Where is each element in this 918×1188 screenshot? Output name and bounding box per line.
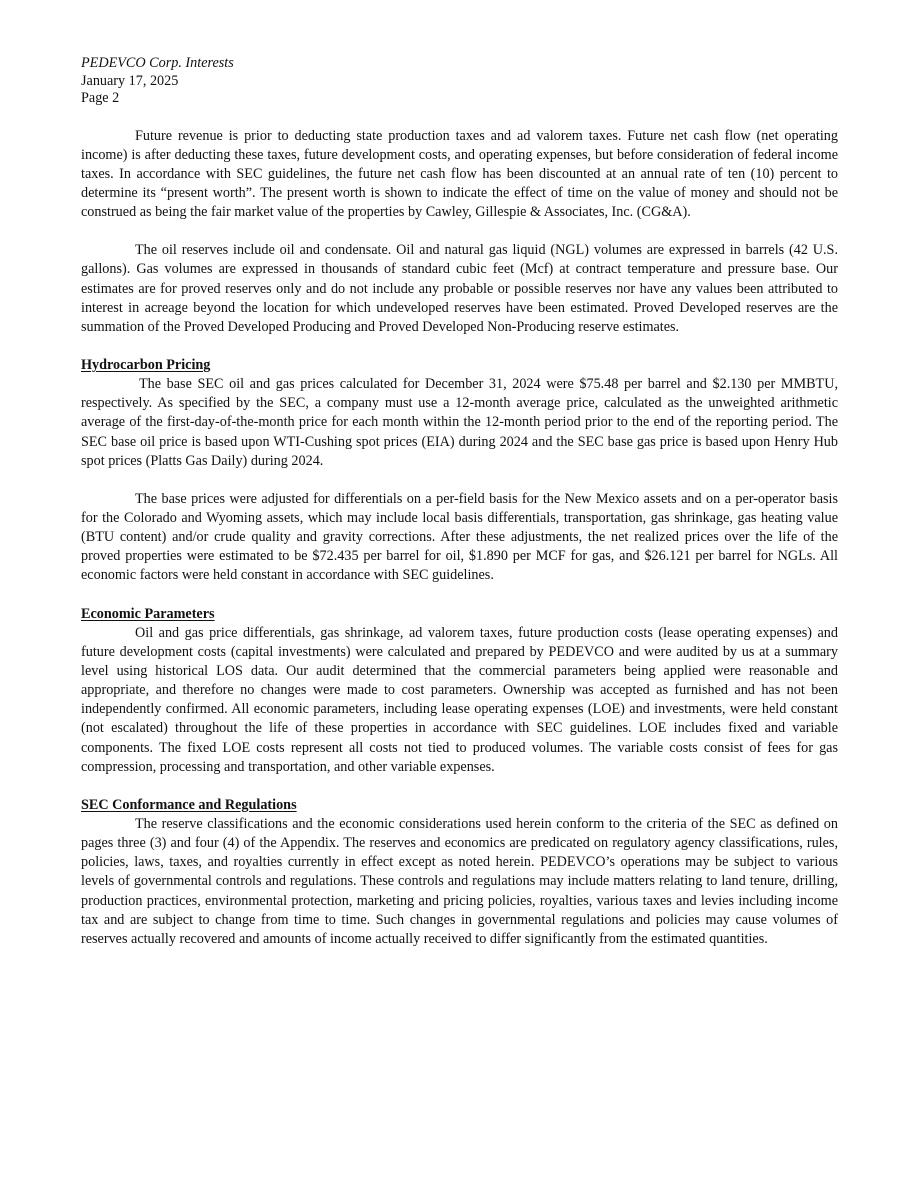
paragraph-spacer [81,222,838,241]
pricing-paragraph-base-prices: The base SEC oil and gas prices calculated for December 31, 2024 were $75.48 per barrel and $2.130 per MMBTU, respectively. As specified by the SEC, a company must use a 12-month average price, calculated as the unweighted arithmetic average of the first-day-of-the-month price for each month within the 12-month period prior to the end of the reporting period. The SEC base oil price is based upon WTI-Cushing spot prices (EIA) during 2024 and the SEC base gas price is based upon Henry Hub spot prices (Platts Gas Daily) during 2024. [81,376,838,469]
header-page-number: Page 2 [81,90,120,106]
document-page [81,55,838,949]
section-heading-economic-parameters: Economic Parameters [81,605,215,622]
pricing-paragraph-differentials: The base prices were adjusted for differentials on a per-field basis for the New Mexico assets and on a per-operator basis for the Colorado and Wyoming assets, which may include local basis differentials, transportation, gas shrinkage, gas heating value (BTU content) and/or crude quality and gravity corrections. After these adjustments, the net realized prices over the life of the proved properties were estimated to be $72.435 per barrel for oil, $1.890 per MCF for gas, and $26.121 per barrel for NGLs. All economic factors were held constant in accordance with SEC guidelines. [81,490,838,584]
sec-conformance-paragraph: The reserve classifications and the economic considerations used herein conform to the criteria of the SEC as defined on pages three (3) and four (4) of the Appendix. The reserves and economics are predicated on regulatory agency classifications, rules, policies, laws, taxes, and royalties currently in effect except as noted herein. PEDEVCO’s operations may be subject to various levels of governmental controls and regulations. These controls and regulations may include matters relating to land tenure, drilling, production practices, environmental protection, marketing and pricing policies, royalties, various taxes and levies including income tax and are subject to change from time to time. Such changes in governmental regulations and policies may cause volumes of reserves actually recovered and amounts of income actually received to differ significantly from the estimated quantities. [81,815,838,947]
intro-paragraph-future-revenue: Future revenue is prior to deducting state production taxes and ad valorem taxes. Future net cash flow (net operating income) is after deducting these taxes, future development costs, and operating expenses, but before consideration of federal income taxes. In accordance with SEC guidelines, the future net cash flow has been discounted at an annual rate of ten (10) percent to determine its “present worth”. The present worth is shown to indicate the effect of time on the value of money and should not be construed as being the fair market value of the properties by Cawley, Gillespie & Associates, Inc. (CG&A). [81,127,838,221]
letter-header [81,55,838,108]
header-company: PEDEVCO Corp. Interests [81,55,234,71]
economic-parameters-paragraph: Oil and gas price differentials, gas shrinkage, ad valorem taxes, future production costs (lease operating expenses) and future development costs (capital investments) were calculated and prepared by PEDEVCO and were audited by us at a summary level using historical LOS data. Our audit determined that the commercial parameters being applied were reasonable and appropriate, and therefore no changes were made to cost parameters. Ownership was accepted as furnished and has not been independently confirmed. All economic parameters, including lease operating expenses (LOE) and investments, were held constant (not escalated) throughout the life of these properties in accordance with SEC guidelines. LOE includes fixed and variable components. The fixed LOE costs represent all costs not tied to produced volumes. The variable costs consist of fees for gas compression, processing and transportation, and other variable expenses. [81,624,838,775]
paragraph-spacer [81,471,838,490]
header-date: January 17, 2025 [81,72,179,89]
paragraph-spacer [81,777,838,796]
section-heading-hydrocarbon-pricing: Hydrocarbon Pricing [81,357,211,374]
section-heading-sec-conformance: SEC Conformance and Regulations [81,796,297,813]
intro-paragraph-oil-reserves: The oil reserves include oil and condensate. Oil and natural gas liquid (NGL) volumes are expressed in barrels (42 U.S. gallons). Gas volumes are expressed in thousands of standard cubic feet (Mcf) at contract temperature and pressure base. Our estimates are for proved reserves only and do not include any probable or possible reserves nor have any values been attributed to interest in acreage beyond the location for which undeveloped reserves have been estimated. Proved Developed reserves are the summation of the Proved Developed Producing and Proved Developed Non-Producing reserve estimates. [81,242,838,335]
paragraph-spacer [81,586,838,605]
paragraph-spacer [81,337,838,356]
